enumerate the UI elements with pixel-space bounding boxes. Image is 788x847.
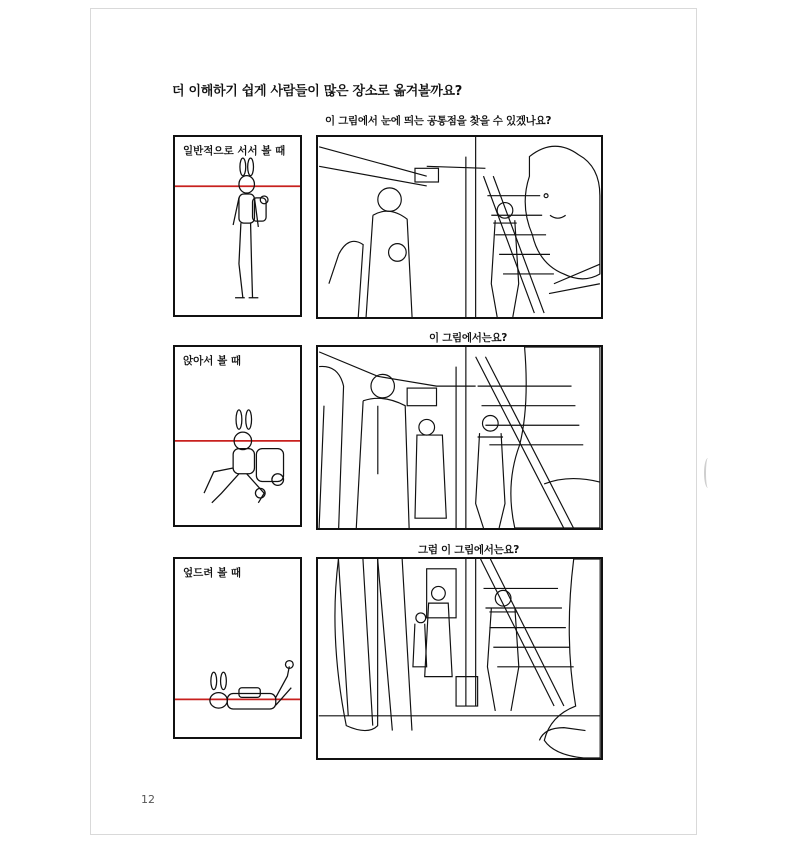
scene-panel-2 xyxy=(316,345,603,530)
pose-panel-standing xyxy=(173,135,302,317)
pose-label-sitting: 앉아서 볼 때 xyxy=(183,355,242,367)
scene-illustration-2 xyxy=(318,347,601,528)
scene-question-3: 그럼 이 그림에서는요? xyxy=(418,544,520,556)
scene-panel-1 xyxy=(316,135,603,319)
pose-label-lying: 엎드려 볼 때 xyxy=(183,567,242,579)
pose-panel-lying xyxy=(173,557,302,739)
rabbit-character-sitting-icon xyxy=(175,347,300,525)
next-page-edge xyxy=(704,458,712,488)
pose-panel-sitting xyxy=(173,345,302,527)
page-number: 12 xyxy=(141,793,155,806)
scene-question-2: 이 그림에서는요? xyxy=(429,332,508,344)
scene-question-1: 이 그림에서 눈에 띄는 공통점을 찾을 수 있겠나요? xyxy=(325,115,552,127)
rabbit-character-lying-icon xyxy=(175,559,300,737)
pose-label-standing: 일반적으로 서서 볼 때 xyxy=(183,145,286,157)
scene-illustration-1 xyxy=(318,137,601,317)
rabbit-character-standing-icon xyxy=(175,137,300,315)
page-heading: 더 이해하기 쉽게 사람들이 많은 장소로 옮겨볼까요? xyxy=(172,84,463,99)
scene-illustration-3 xyxy=(318,559,601,758)
scene-panel-3 xyxy=(316,557,603,760)
